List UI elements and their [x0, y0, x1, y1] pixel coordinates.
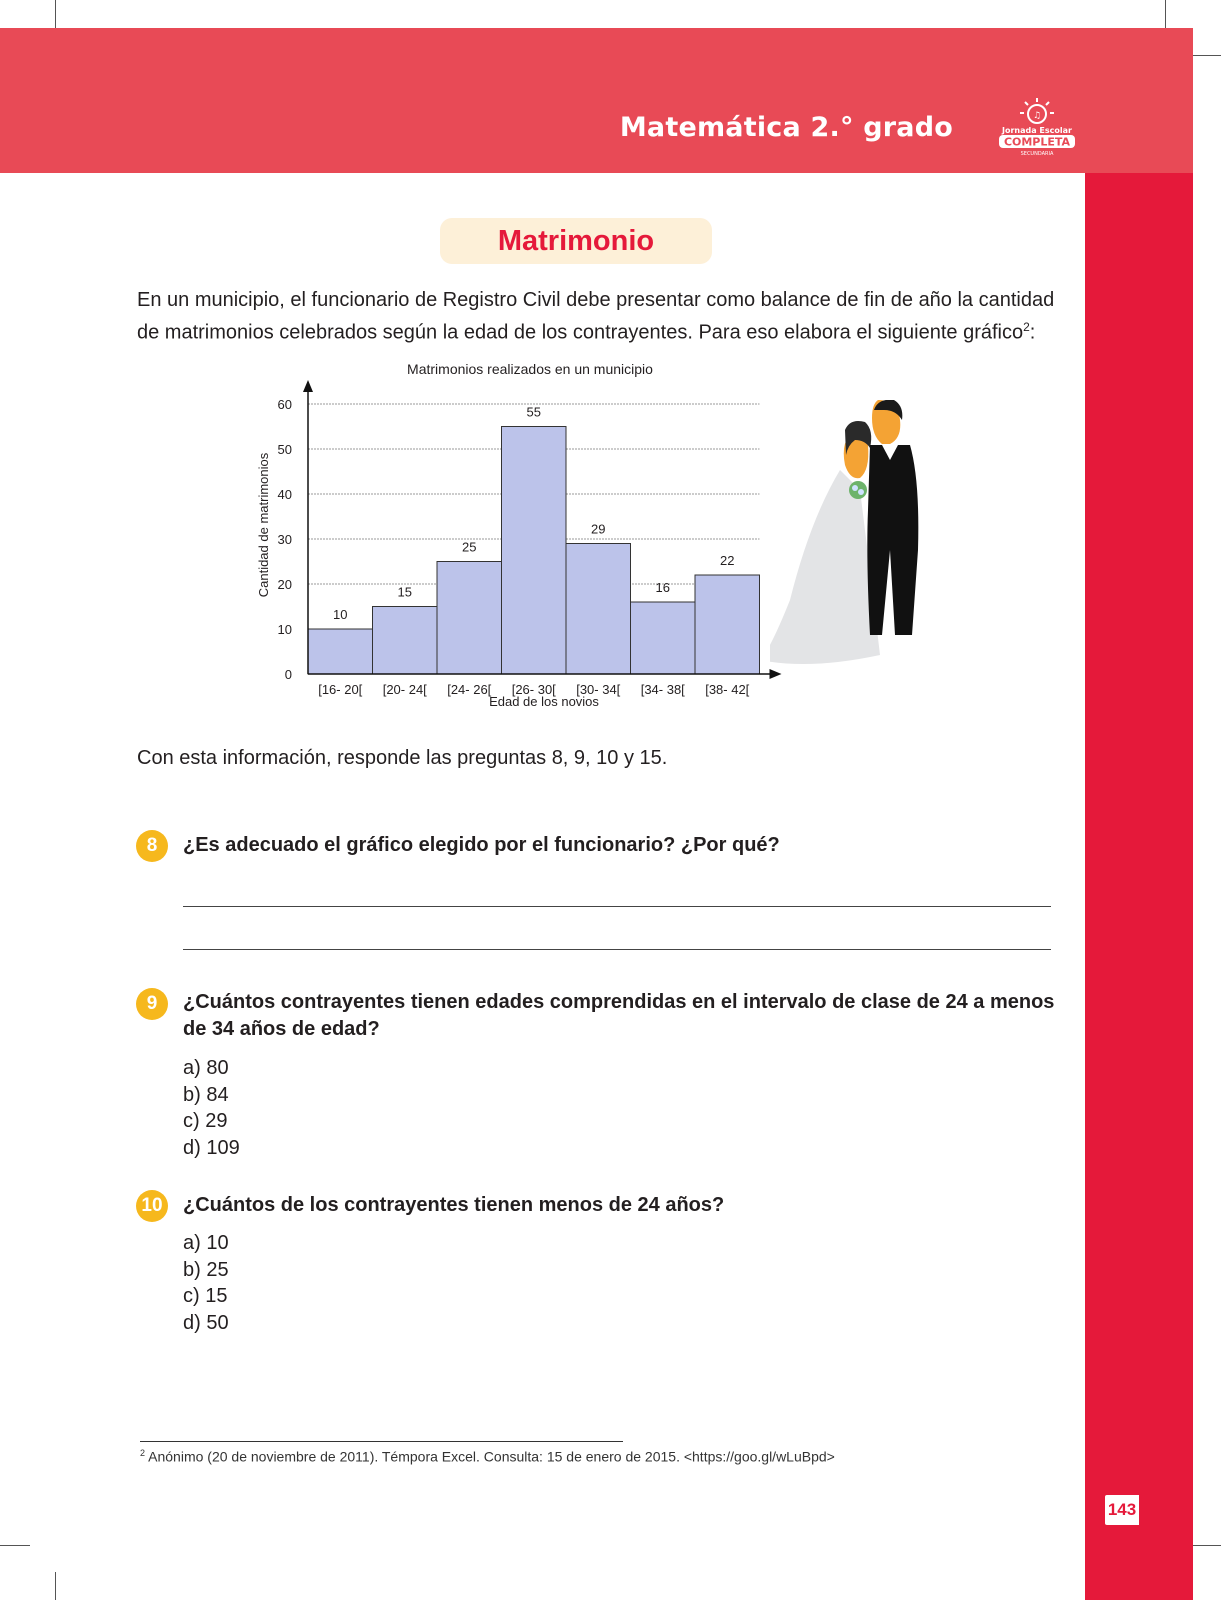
footnote-rule	[140, 1441, 623, 1442]
page-header-title: Matemática 2.° grado	[619, 112, 953, 143]
histogram-bar	[373, 607, 438, 675]
histogram-bar	[695, 575, 760, 674]
question-number-badge: 8	[136, 830, 168, 862]
histogram-bar	[566, 544, 631, 675]
bar-value-label: 16	[655, 580, 670, 595]
y-tick-label: 50	[277, 442, 292, 457]
option-c[interactable]: c) 15	[183, 1285, 228, 1307]
histogram-bar	[631, 602, 696, 674]
bar-value-label: 25	[462, 539, 477, 555]
crop-mark	[0, 1545, 30, 1546]
y-tick-label: 30	[277, 532, 292, 547]
crop-mark	[1193, 1545, 1221, 1546]
logo-line3: SECUNDARIA	[1020, 151, 1054, 157]
x-tick-label: [34- 38[	[640, 682, 685, 697]
intro-paragraph	[137, 287, 1057, 347]
page-number: 143	[1105, 1495, 1139, 1525]
option-d[interactable]: d) 50	[183, 1311, 229, 1334]
x-tick-label: [16- 20[	[318, 682, 363, 697]
question-9-options	[183, 1055, 240, 1161]
y-tick-label: 60	[277, 397, 292, 412]
intro-colon: :	[1029, 321, 1036, 344]
question-number-badge: 10	[136, 1190, 168, 1222]
crop-mark	[55, 0, 56, 30]
bar-value-label: 29	[591, 521, 606, 537]
option-b[interactable]: b) 25	[183, 1258, 229, 1281]
bar-value-label: 15	[397, 584, 412, 600]
bar-value-label: 55	[526, 404, 541, 420]
footnote-text: Anónimo (20 de noviembre de 2011). Témpora Excel. Consulta: 15 de enero de 2015. <https://goo.gl/wLuBpd>	[148, 1448, 835, 1465]
logo-line1: Jornada Escolar	[1002, 126, 1072, 135]
logo-line2: COMPLETA	[1003, 135, 1071, 149]
answer-line[interactable]	[183, 906, 1051, 907]
question-number-badge: 9	[136, 988, 168, 1020]
histogram-bar	[437, 562, 502, 675]
y-tick-label: 40	[277, 487, 292, 502]
svg-text:♫: ♫	[1032, 111, 1042, 121]
option-a[interactable]: a) 80	[183, 1057, 229, 1079]
x-tick-label: [26- 30[	[511, 682, 556, 697]
crop-mark	[55, 1572, 56, 1600]
x-tick-label: [24- 26[	[447, 682, 492, 697]
question-10-text: ¿Cuántos de los contrayentes tienen menos de 24 años?	[183, 1194, 725, 1216]
y-tick-label: 20	[277, 577, 292, 592]
histogram-bar	[308, 629, 373, 674]
x-tick-label: [30- 34[	[576, 682, 621, 697]
question-9-text: ¿Cuántos contrayentes tienen edades comprendidas en el intervalo de clase de 24 a menos de 34 años de edad?	[183, 991, 1055, 1040]
intro-footnote-ref: 2	[1023, 320, 1030, 334]
histogram-bar	[502, 427, 567, 675]
question-10-options	[183, 1230, 229, 1336]
instructions-text: Con esta información, responde las preguntas 8, 9, 10 y 15.	[137, 747, 668, 769]
option-d[interactable]: d) 109	[183, 1136, 240, 1159]
histogram-chart	[250, 362, 790, 732]
footnote	[140, 1448, 835, 1465]
x-axis-label: Edad de los novios	[489, 694, 599, 709]
y-axis-arrow	[303, 380, 313, 392]
answer-line[interactable]	[183, 949, 1051, 950]
option-b[interactable]: b) 84	[183, 1083, 229, 1106]
option-c[interactable]: c) 29	[183, 1110, 228, 1132]
crop-mark	[1193, 55, 1221, 56]
option-a[interactable]: a) 10	[183, 1232, 229, 1254]
x-tick-label: [38- 42[	[705, 682, 750, 697]
jornada-escolar-logo	[995, 96, 1079, 158]
side-bar	[1085, 173, 1193, 1600]
bride-and-groom-illustration	[770, 400, 930, 680]
y-axis-label: Cantidad de matrimonios	[256, 452, 271, 598]
bar-value-label: 10	[333, 607, 348, 622]
y-tick-label: 10	[277, 622, 292, 637]
x-tick-label: [20- 24[	[382, 682, 427, 697]
intro-text: En un municipio, el funcionario de Registro Civil debe presentar como balance de fin de año la cantidad de matrimonios celebrados según la edad de los contrayentes. Para eso elabora el siguiente gráfico	[137, 289, 1055, 344]
chart-title: Matrimonios realizados en un municipio	[407, 362, 653, 377]
section-title: Matrimonio	[440, 218, 712, 264]
question-8-text: ¿Es adecuado el gráfico elegido por el funcionario? ¿Por qué?	[183, 834, 780, 856]
crop-mark	[1165, 0, 1166, 30]
footnote-mark: 2	[140, 1448, 146, 1458]
bar-value-label: 22	[720, 553, 735, 568]
y-tick-label: 0	[284, 667, 292, 682]
